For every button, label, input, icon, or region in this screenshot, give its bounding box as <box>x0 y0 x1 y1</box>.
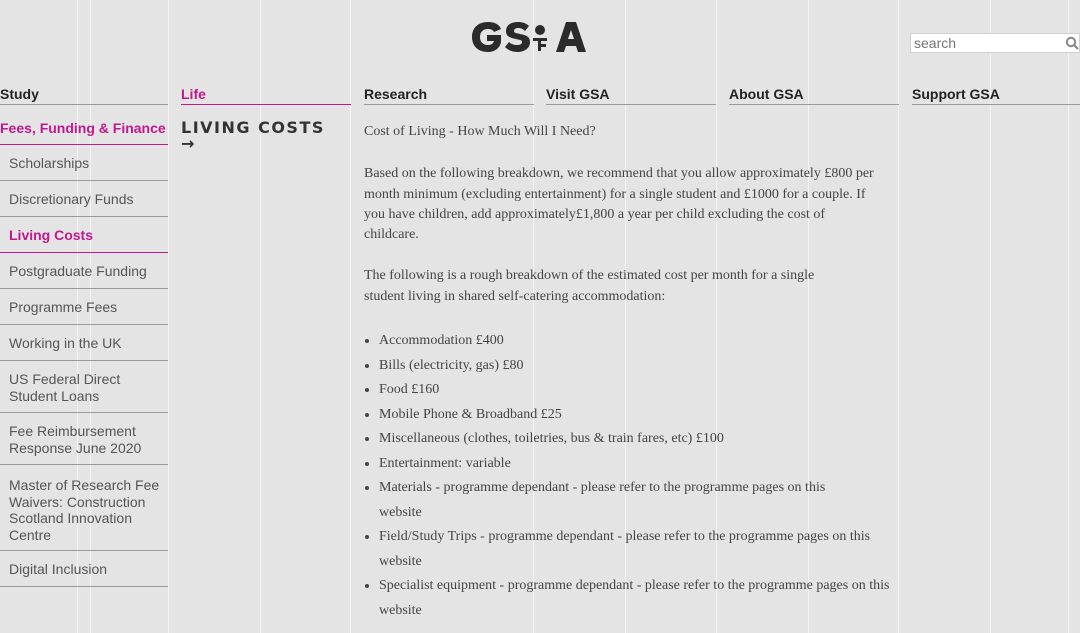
page-heading <box>181 120 346 152</box>
sidebar-item-programme-fees[interactable]: Programme Fees <box>0 289 168 325</box>
list-item: • Accommodation £400 <box>379 329 904 354</box>
sidebar-item-mres-fee-waivers[interactable]: Master of Research Fee Waivers: Construction Scotland Innovation Centre <box>0 465 168 551</box>
sidebar-item-living-costs[interactable]: Living Costs <box>0 217 168 253</box>
list-item: • Materials - programme dependant - please refer to the programme pages on this website <box>379 476 869 525</box>
list-item: • Miscellaneous (clothes, toiletries, bus & train fares, etc) £100 <box>379 427 904 452</box>
list-item: • Field/Study Trips - programme dependant - please refer to the programme pages on this website <box>379 525 889 574</box>
list-item: • Bills (electricity, gas) £80 <box>379 354 904 379</box>
content-paragraph-2: The following is a rough breakdown of the estimated cost per month for a single student living in shared self-catering accommodation: <box>364 268 815 304</box>
sidebar-item-fee-reimbursement[interactable]: Fee Reimbursement Response June 2020 <box>0 413 168 465</box>
list-item: • Mobile Phone & Broadband £25 <box>379 403 904 428</box>
sidebar-section-fees-funding-finance[interactable]: Fees, Funding & Finance <box>0 115 168 145</box>
search-box[interactable] <box>910 33 1080 53</box>
sidebar-item-us-federal-loans[interactable]: US Federal Direct Student Loans <box>0 361 168 413</box>
sidebar-nav <box>0 115 168 587</box>
grid-line <box>168 0 169 633</box>
sidebar-item-postgraduate-funding[interactable]: Postgraduate Funding <box>0 253 168 289</box>
nav-tab-study[interactable]: Study <box>0 86 168 105</box>
content-paragraph-1: Based on the following breakdown, we recommend that you allow approximately £800 per month minimum (excluding entertainment) for a single student and £1000 for a couple. If you have children, add approximately£1,800 a year per child excluding the cost of childcare. <box>364 166 874 243</box>
list-item: • Entertainment: variable <box>379 452 904 477</box>
search-icon[interactable] <box>1065 36 1079 50</box>
nav-tab-life[interactable]: Life <box>181 86 351 105</box>
arrow-right-icon: → <box>181 134 196 153</box>
search-input[interactable] <box>911 34 1062 52</box>
sidebar-item-digital-inclusion[interactable]: Digital Inclusion <box>0 551 168 587</box>
main-content <box>364 122 904 623</box>
list-item: • Specialist equipment - programme dependant - please refer to the programme pages on this website <box>379 574 904 623</box>
sidebar-item-discretionary-funds[interactable]: Discretionary Funds <box>0 181 168 217</box>
nav-tab-about-gsa[interactable]: About GSA <box>729 86 899 105</box>
cost-breakdown-list <box>364 329 904 623</box>
content-intro: Cost of Living - How Much Will I Need? <box>364 124 596 139</box>
sidebar-item-working-in-the-uk[interactable]: Working in the UK <box>0 325 168 361</box>
page-title: LIVING COSTS <box>181 118 325 137</box>
nav-tab-research[interactable]: Research <box>364 86 534 105</box>
list-item: • Food £160 <box>379 378 904 403</box>
nav-tab-visit-gsa[interactable]: Visit GSA <box>546 86 716 105</box>
gsa-logo[interactable] <box>470 18 602 56</box>
sidebar-item-scholarships[interactable]: Scholarships <box>0 145 168 181</box>
nav-tab-support-gsa[interactable]: Support GSA <box>912 86 1080 105</box>
